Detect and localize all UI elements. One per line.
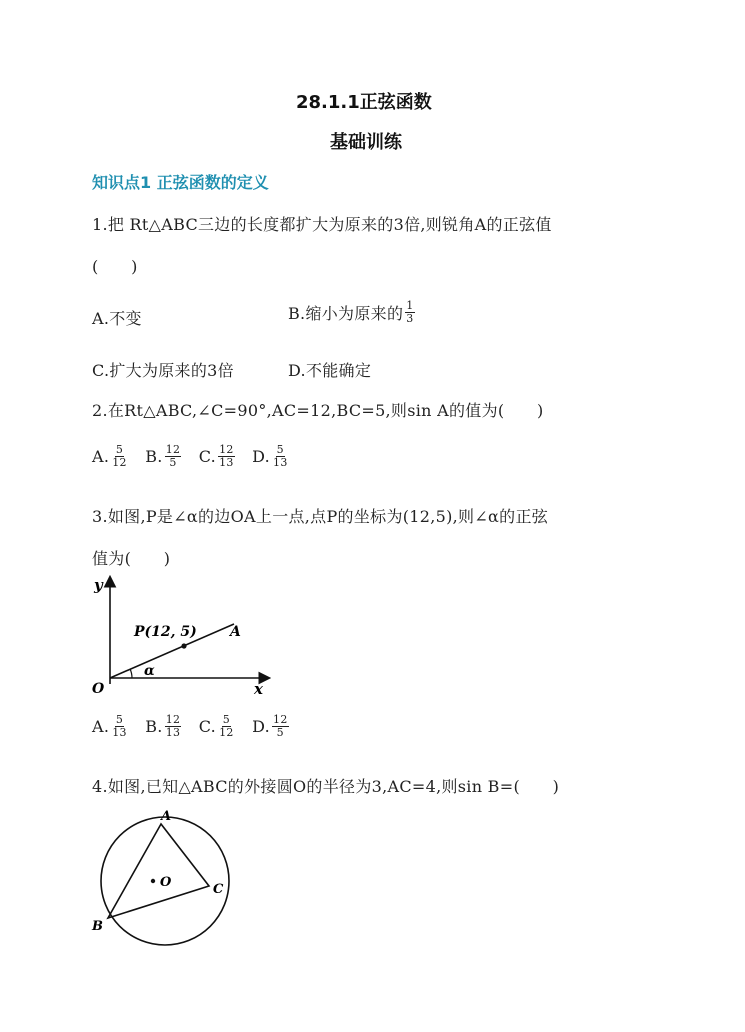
fraction-denominator: 5	[276, 726, 284, 739]
q1-option-b-text: B.缩小为原来的	[288, 304, 404, 323]
fraction-denominator: 5	[169, 456, 177, 469]
angle-arc	[130, 669, 132, 678]
x-axis-label: x	[254, 680, 263, 698]
vertex-c-label: C	[213, 882, 224, 897]
fraction-numerator: 5	[222, 713, 231, 726]
option-label: A.	[92, 717, 110, 736]
option-fraction	[218, 714, 235, 739]
q2-stem: 2.在Rt△ABC,∠C=90°,AC=12,BC=5,则sin A的值为( )	[92, 401, 544, 420]
option-fraction	[218, 444, 235, 469]
option-label: C.	[198, 717, 217, 736]
center-o	[151, 879, 155, 883]
ray-a-label: A	[230, 624, 241, 640]
q3-option-d	[252, 714, 289, 739]
page-subtitle: 基础训练	[330, 132, 402, 153]
fraction-denominator: 13	[273, 456, 288, 469]
q1-option-b-fraction	[405, 300, 414, 325]
option-fraction	[111, 714, 128, 739]
option-label: D.	[252, 717, 271, 736]
q1-option-b	[288, 300, 415, 325]
center-o-label: O	[160, 875, 172, 890]
fraction-numerator: 12	[165, 713, 181, 726]
option-fraction	[165, 714, 182, 739]
q1-option-d: D.不能确定	[288, 361, 372, 380]
option-label: A.	[92, 447, 110, 466]
q4-circle-figure	[88, 806, 248, 950]
fraction-numerator: 5	[115, 443, 124, 456]
option-label: B.	[145, 447, 163, 466]
page-title: 28.1.1正弦函数	[296, 92, 432, 113]
fraction-numerator: 12	[273, 713, 288, 726]
angle-alpha-label: α	[144, 663, 155, 679]
q3-option-a	[92, 714, 128, 739]
q1-stem: 1.把 Rt△ABC三边的长度都扩大为原来的3倍,则锐角A的正弦值	[92, 215, 552, 234]
point-p	[181, 643, 186, 648]
option-label: B.	[145, 717, 163, 736]
q3-option-b	[145, 714, 181, 739]
fraction-numerator: 5	[115, 713, 124, 726]
section-heading: 知识点1 正弦函数的定义	[92, 173, 269, 192]
q2-option-a	[92, 444, 128, 469]
fraction-denominator: 12	[112, 456, 127, 469]
vertex-b-label: B	[92, 919, 103, 934]
q2-option-b	[145, 444, 181, 469]
origin-label: O	[92, 681, 105, 697]
point-p-label: P(12, 5)	[134, 624, 197, 640]
q1-option-a: A.不变	[92, 309, 142, 328]
q1-answer-paren: ( )	[92, 257, 138, 276]
q3-stem-line1: 3.如图,P是∠α的边OA上一点,点P的坐标为(12,5),则∠α的正弦	[92, 507, 549, 526]
fraction-numerator: 1	[406, 299, 414, 312]
option-fraction	[111, 444, 128, 469]
q4-stem: 4.如图,已知△ABC的外接圆O的半径为3,AC=4,则sin B=( )	[92, 777, 560, 796]
q1-option-c: C.扩大为原来的3倍	[92, 361, 234, 380]
q2-options	[92, 444, 301, 469]
option-fraction	[165, 444, 182, 469]
q3-option-c	[199, 714, 235, 739]
option-label: C.	[198, 447, 217, 466]
triangle-abc	[108, 824, 209, 918]
fraction-numerator: 5	[276, 443, 284, 456]
q2-option-d	[252, 444, 289, 469]
fraction-denominator: 13	[112, 726, 127, 739]
vertex-a-label: A	[161, 809, 172, 824]
q3-stem-line2: 值为( )	[92, 549, 171, 568]
q3-coordinate-figure	[88, 572, 278, 700]
fraction-denominator: 3	[406, 312, 414, 325]
option-fraction	[272, 444, 289, 469]
q3-options	[92, 714, 301, 739]
y-axis-label: y	[94, 576, 103, 594]
option-fraction	[272, 714, 289, 739]
fraction-denominator: 12	[219, 726, 234, 739]
fraction-denominator: 13	[219, 456, 234, 469]
q2-option-c	[199, 444, 235, 469]
fraction-denominator: 13	[165, 726, 181, 739]
option-label: D.	[252, 447, 271, 466]
fraction-numerator: 12	[165, 443, 181, 456]
fraction-numerator: 12	[219, 443, 234, 456]
